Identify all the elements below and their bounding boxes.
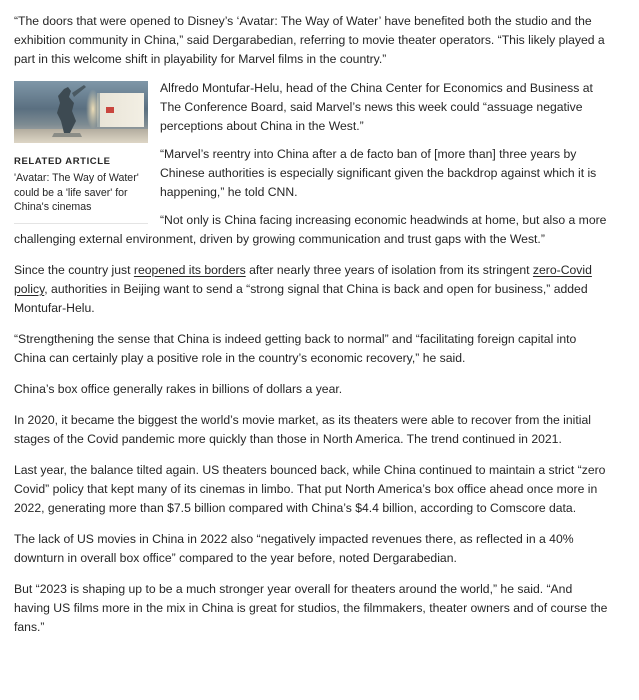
paragraph-11: But “2023 is shaping up to be a much stronger year overall for theaters around the world,” he said. “And having US films more in the mix in China is great for studios, the filmmakers, theater owners and of course the fans.” (14, 582, 608, 634)
paragraph-5-text-c: , authorities in Beijing want to send a “strong signal that China is back and open for business,” added Montufar-Helu. (14, 282, 588, 315)
related-article-link[interactable]: 'Avatar: The Way of Water' could be a 'life saver' for China's cinemas (14, 171, 148, 224)
related-article-heading: RELATED ARTICLE (14, 156, 111, 167)
paragraph-3: “Marvel’s reentry into China after a de facto ban of [more than] three years by Chinese authorities is especially significant given the backdrop against which it is happening,” he told CNN. (160, 147, 597, 199)
paragraph-5 (14, 261, 609, 318)
paragraph-7: China’s box office generally rakes in billions of dollars a year. (14, 382, 343, 396)
paragraph-5-text-a: Since the country just (14, 263, 134, 277)
zero-covid-policy-link[interactable]: zero-Covid policy (14, 263, 592, 296)
paragraph-10: The lack of US movies in China in 2022 also “negatively impacted revenues there, as reflected in a 40% downturn in overall box office” compared to the year before, noted Dergarabedian. (14, 532, 574, 565)
thumbnail-statue-figure (14, 81, 148, 143)
paragraph-8: In 2020, it became the biggest the world’s movie market, as its theaters were able to recover from the initial stages of the Covid pandemic more quickly than those in North America. The trend continued in 2021. (14, 413, 591, 446)
reopened-borders-link[interactable]: reopened its borders (133, 263, 246, 277)
paragraph-4: “Not only is China facing increasing economic headwinds at home, but also a more challenging external environment, driven by growing communication and trust gaps with the West.” (14, 213, 607, 246)
paragraph-9: Last year, the balance tilted again. US theaters bounced back, while China continued to maintain a strict “zero Covid” policy that kept many of its cinemas in limbo. That put North America’s box office ahead once more in 2022, generating more than $7.5 billion compared with China’s $4.4 billion, according to Comscore data. (14, 463, 606, 515)
paragraph-5-text-b: after nearly three years of isolation from its stringent (245, 263, 533, 277)
paragraph-2: Alfredo Montufar-Helu, head of the China Center for Economics and Business at The Conference Board, said Marvel’s news this week could “assuage negative perceptions about China in the West.” (160, 81, 593, 133)
paragraph-1: “The doors that were opened to Disney’s ‘Avatar: The Way of Water’ have benefited both the studio and the exhibition community in China,” said Dergarabedian, referring to movie theater operators. “This likely played a part in this welcome shift in playability for Marvel films in the country.” (14, 14, 605, 66)
related-article-thumbnail[interactable] (14, 81, 148, 143)
paragraph-6: “Strengthening the sense that China is indeed getting back to normal” and “facilitating foreign capital into China can certainly play a positive role in the country’s economic recovery,” he said. (14, 332, 577, 365)
related-article-card[interactable] (14, 81, 148, 224)
